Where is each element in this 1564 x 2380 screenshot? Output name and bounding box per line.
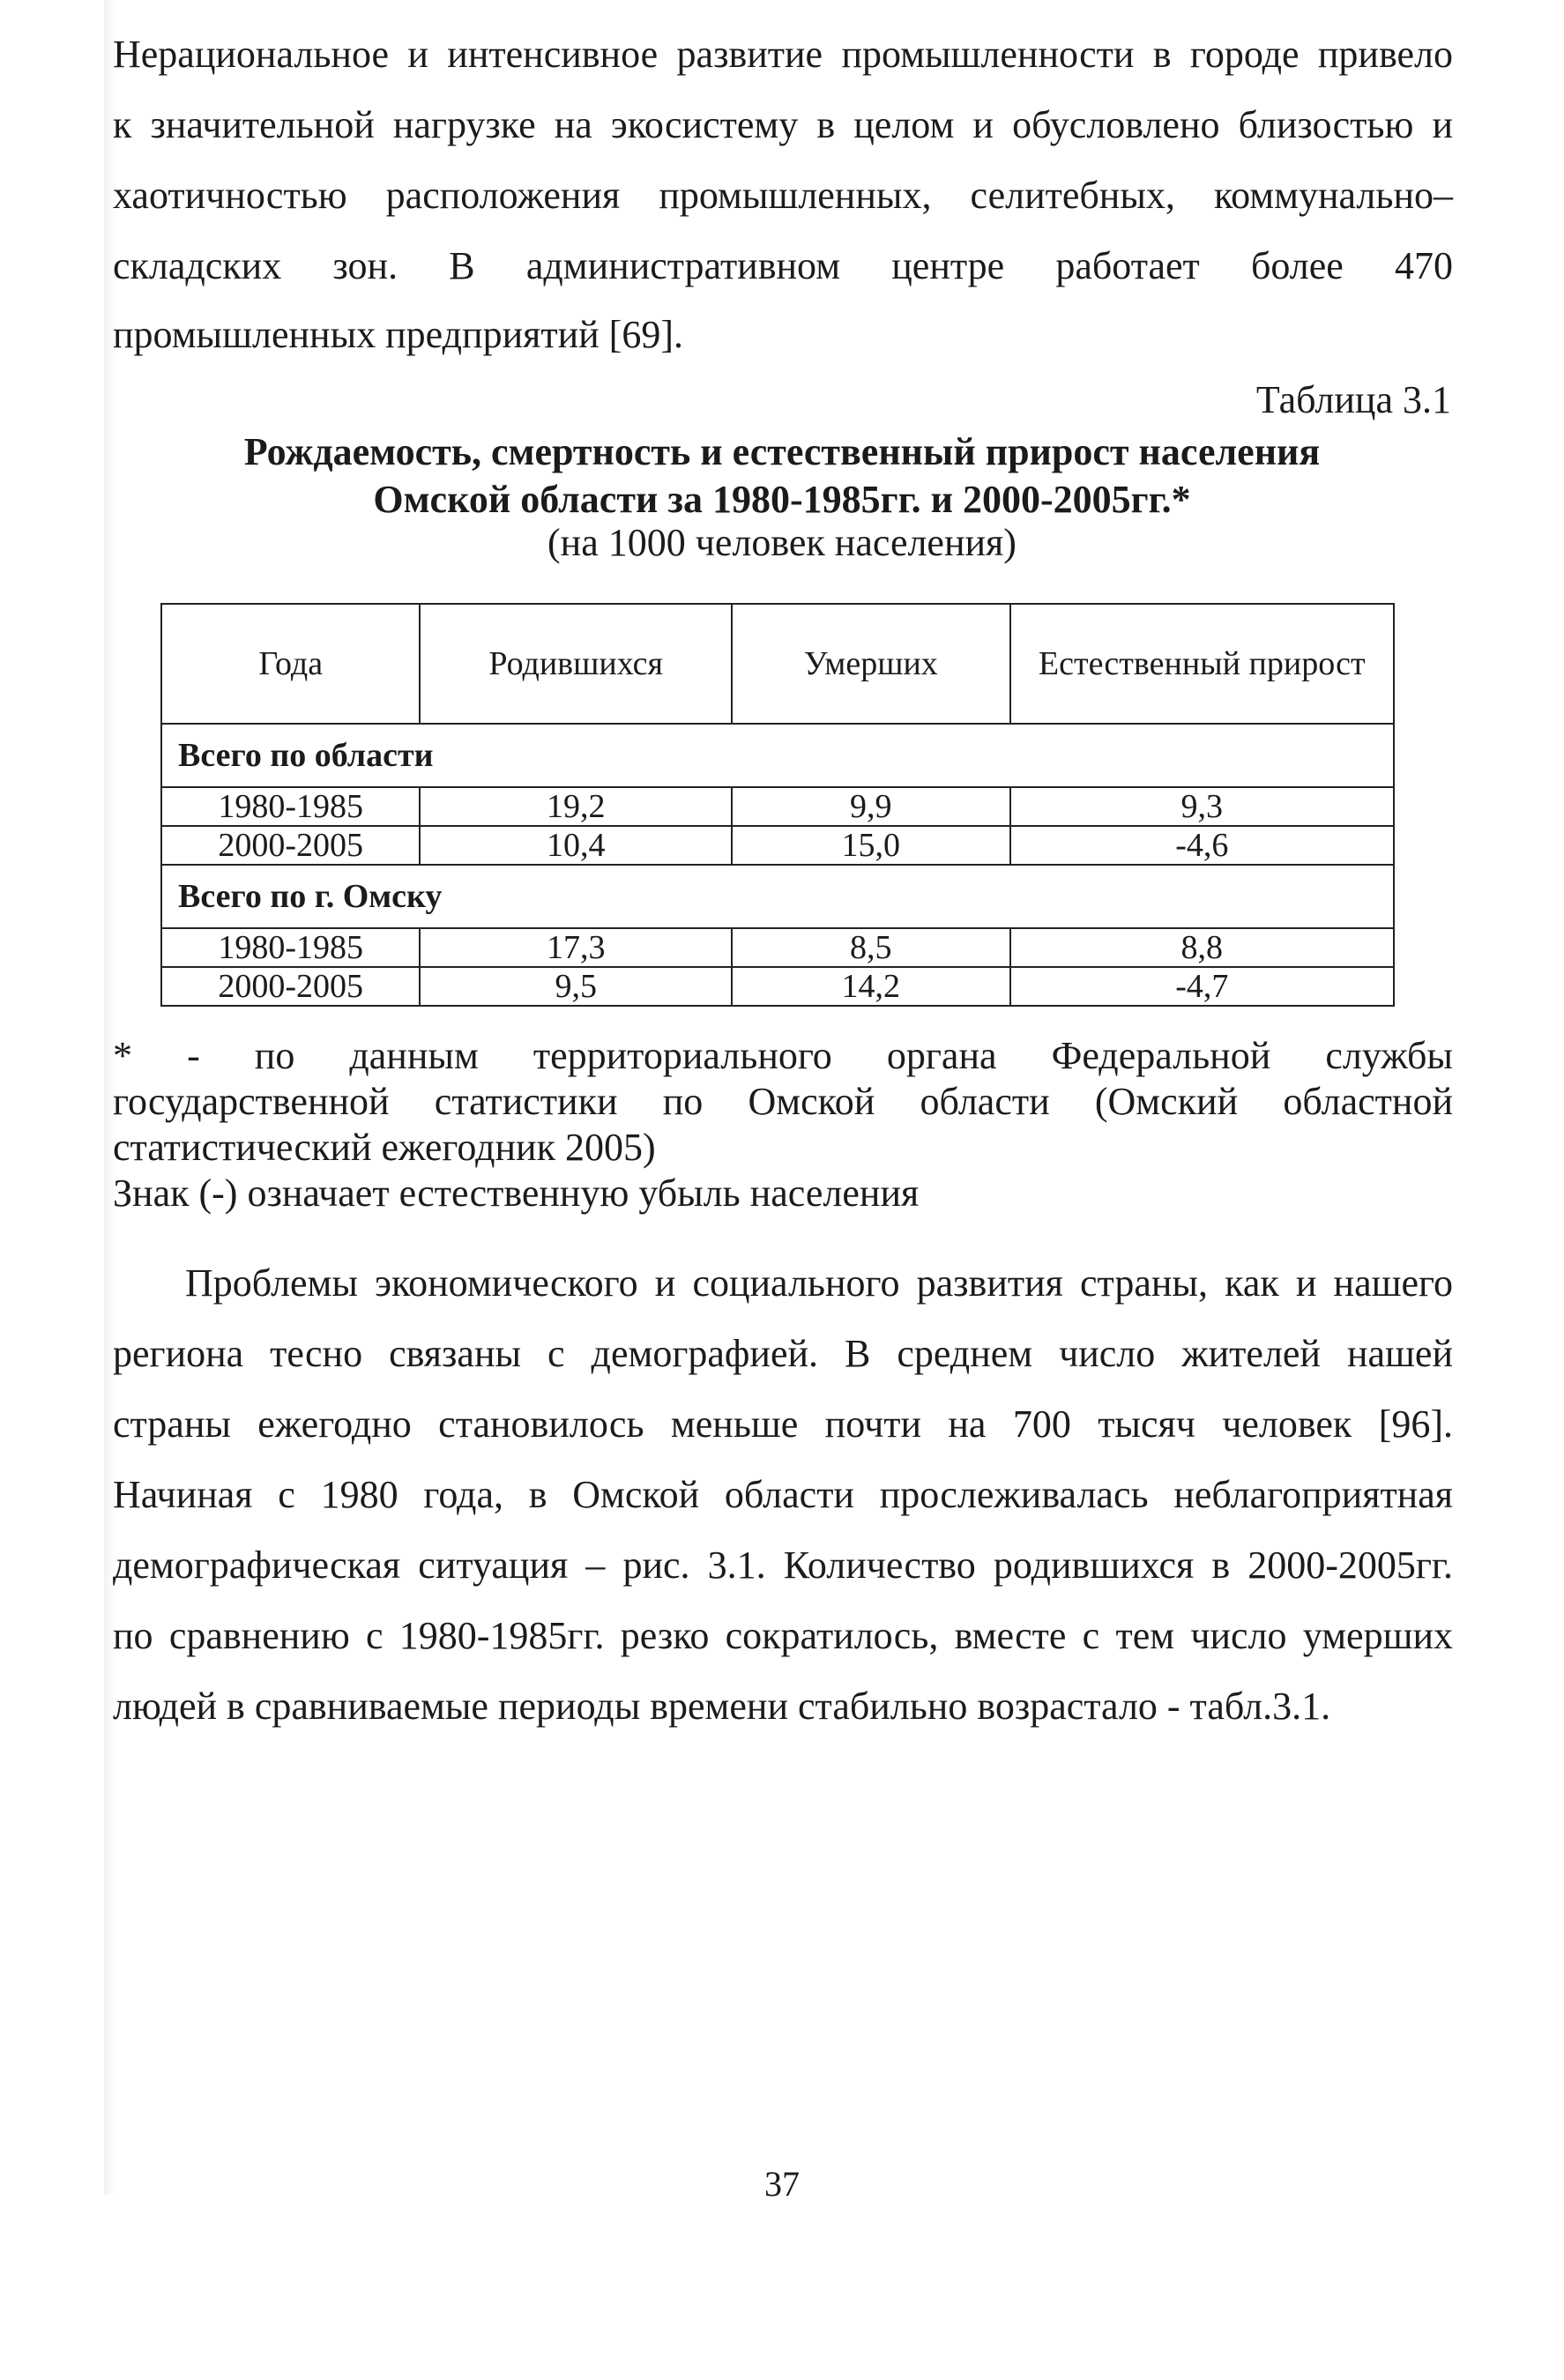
column-header-deaths: Умерших (732, 604, 1010, 724)
table-row (161, 787, 1394, 826)
table-row (161, 826, 1394, 865)
intro-line: хаотичностью расположения промышленных, селитебных, коммунально– (113, 174, 1453, 217)
table-title-line: Омской области за 1980-1985гг. и 2000-2005гг.* (373, 478, 1191, 521)
column-header-years: Года (161, 604, 420, 724)
cell-births: 17,3 (420, 928, 732, 967)
table-caption: Таблица 3.1 (1255, 378, 1451, 421)
footnote-line: статистический ежегодник 2005) (113, 1126, 656, 1169)
column-header-births: Родившихся (420, 604, 732, 724)
cell-growth: -4,7 (1010, 967, 1394, 1006)
demographics-table (160, 603, 1395, 1007)
group-label: Всего по г. Омску (161, 865, 1394, 928)
intro-line: к значительной нагрузке на экосистему в целом и обусловлено близостью и (113, 103, 1453, 146)
cell-growth: 8,8 (1010, 928, 1394, 967)
cell-years: 1980-1985 (161, 928, 420, 967)
cell-growth: 9,3 (1010, 787, 1394, 826)
intro-line: Нерациональное и интенсивное развитие промышленности в городе привело (113, 33, 1453, 76)
cell-growth: -4,6 (1010, 826, 1394, 865)
cell-years: 2000-2005 (161, 967, 420, 1006)
cell-deaths: 14,2 (732, 967, 1010, 1006)
cell-years: 1980-1985 (161, 787, 420, 826)
intro-line: складских зон. В административном центре работает более 470 (113, 244, 1453, 287)
table-title-line: Рождаемость, смертность и естественный прирост населения (243, 430, 1321, 473)
intro-line: промышленных предприятий [69]. (113, 313, 683, 356)
cell-deaths: 15,0 (732, 826, 1010, 865)
footnote-line: государственной статистики по Омской области (Омский областной (113, 1080, 1453, 1123)
group-label: Всего по области (161, 724, 1394, 787)
group-row-city (161, 865, 1394, 928)
cell-births: 10,4 (420, 826, 732, 865)
cell-deaths: 9,9 (732, 787, 1010, 826)
footnote-line: * - по данным территориального органа Федеральной службы (113, 1034, 1453, 1077)
table-header-row (161, 604, 1394, 724)
group-row-region (161, 724, 1394, 787)
table-row (161, 928, 1394, 967)
cell-deaths: 8,5 (732, 928, 1010, 967)
table-row (161, 967, 1394, 1006)
body-line: по сравнению с 1980-1985гг. резко сократилось, вместе с тем число умерших (113, 1614, 1453, 1657)
body-line: Начиная с 1980 года, в Омской области прослеживалась неблагоприятная (113, 1473, 1453, 1516)
body-line: демографическая ситуация – рис. 3.1. Количество родившихся в 2000-2005гг. (113, 1543, 1453, 1587)
sign-note: Знак (-) означает естественную убыль населения (113, 1171, 920, 1215)
body-line: страны ежегодно становилось меньше почти на 700 тысяч человек [96]. (113, 1402, 1453, 1446)
cell-births: 9,5 (420, 967, 732, 1006)
cell-years: 2000-2005 (161, 826, 420, 865)
cell-births: 19,2 (420, 787, 732, 826)
body-line: Проблемы экономического и социального развития страны, как и нашего (185, 1261, 1453, 1305)
page-number: 37 (764, 2164, 800, 2204)
body-line: региона тесно связаны с демографией. В среднем число жителей нашей (113, 1332, 1453, 1375)
table-subtitle: (на 1000 человек населения) (547, 521, 1017, 564)
body-line: людей в сравниваемые периоды времени стабильно возрастало - табл.3.1. (113, 1685, 1331, 1728)
column-header-natural-growth: Естественный прирост (1010, 604, 1394, 724)
